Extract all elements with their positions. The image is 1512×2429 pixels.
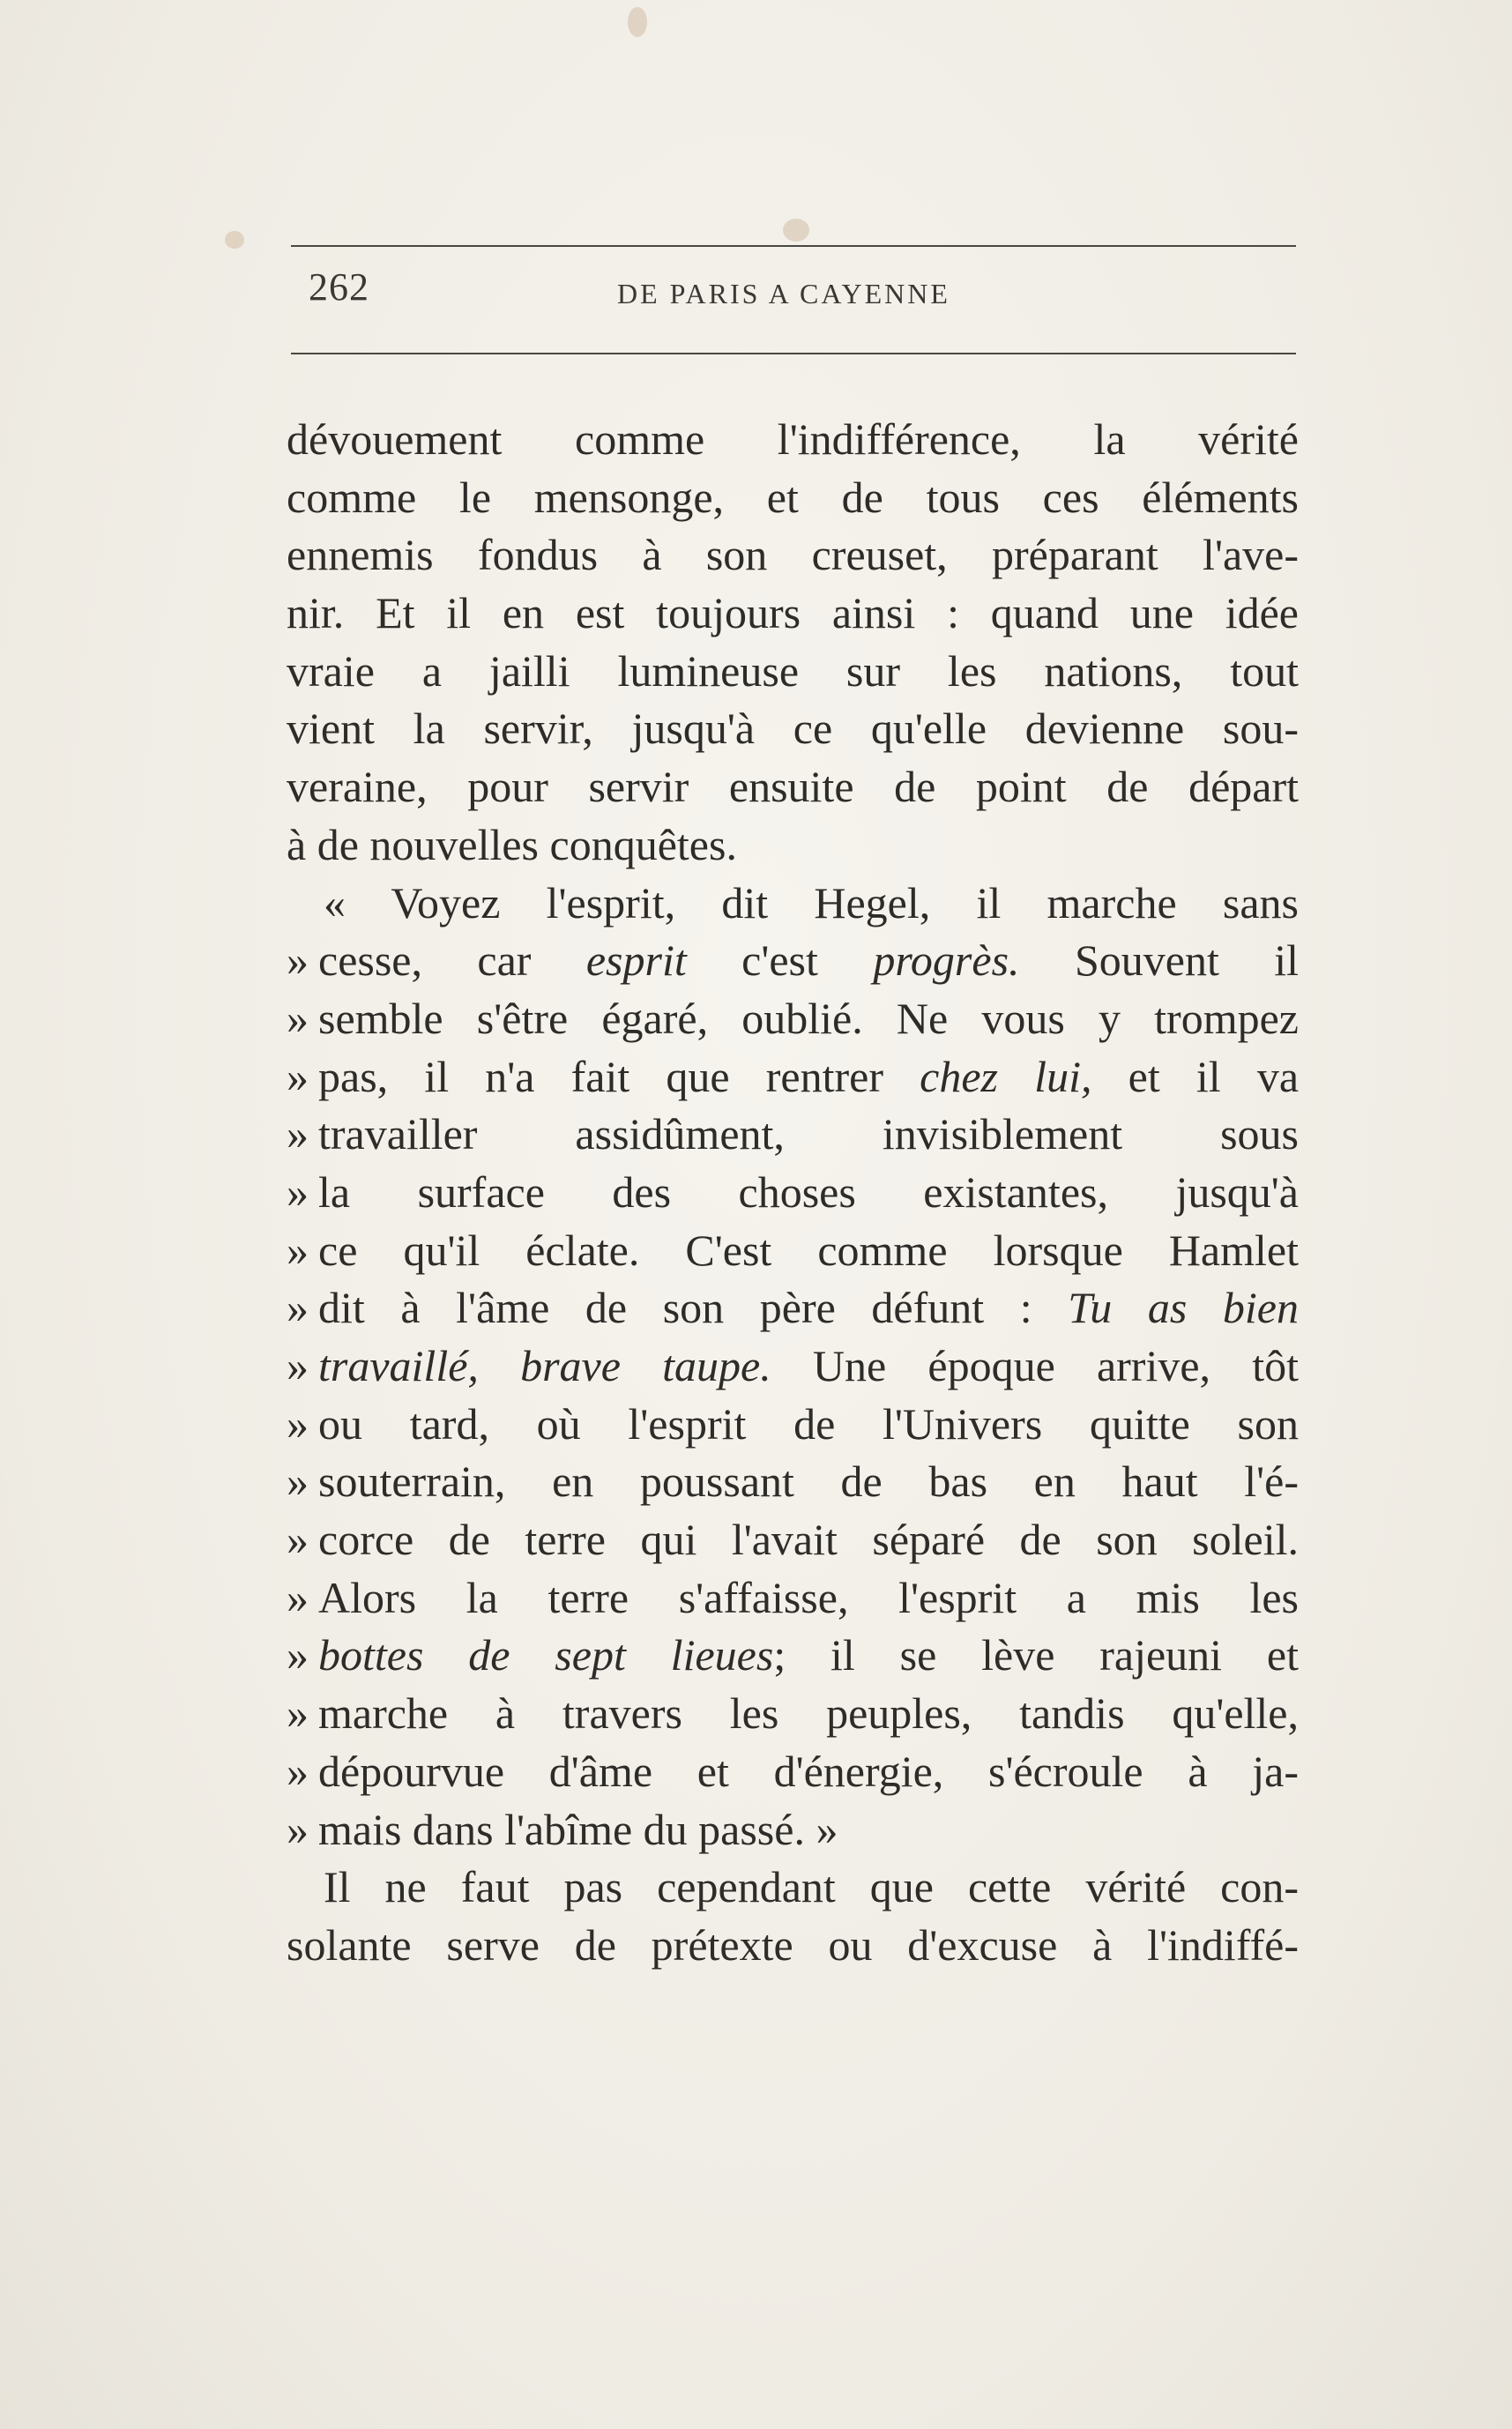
quote-mark: » bbox=[287, 1051, 309, 1101]
text-line: solante serve de prétexte ou d'excuse à l'indiffé- bbox=[287, 1919, 1299, 1970]
header-top-rule bbox=[291, 245, 1296, 247]
quote-mark: » bbox=[287, 1166, 309, 1217]
quote-line: » marche à travers les peuples, tandis qu'elle, bbox=[287, 1685, 1299, 1743]
quote-line: » bottes de sept lieues; il se lève rajeuni et bbox=[287, 1627, 1299, 1685]
quote-mark: » bbox=[287, 1398, 309, 1449]
text-line: nir. Et il en est toujours ainsi : quand une idée bbox=[287, 588, 1299, 638]
quote-line: » Alors la terre s'affaisse, l'esprit a mis les bbox=[287, 1569, 1299, 1628]
quote-mark: » bbox=[287, 1341, 309, 1390]
quote-line: » mais dans l'abîme du passé. » bbox=[287, 1801, 1299, 1859]
quote-line: » corce de terre qui l'avait séparé de son soleil. bbox=[287, 1511, 1299, 1569]
quote-mark: » bbox=[287, 1804, 309, 1854]
quote-mark: » bbox=[287, 1746, 309, 1796]
quote-mark: » bbox=[287, 1457, 309, 1507]
quote-mark: » bbox=[287, 1688, 309, 1739]
quote-line: » travailler assidûment, invisiblement sous bbox=[287, 1106, 1299, 1164]
page-number: 262 bbox=[309, 265, 369, 309]
quote-mark: » bbox=[287, 1283, 309, 1333]
quote-line: » dépourvue d'âme et d'énergie, s'écroule à ja- bbox=[287, 1743, 1299, 1801]
running-title: DE PARIS A CAYENNE bbox=[617, 278, 950, 309]
quote-line: » souterrain, en poussant de bas en haut l'é- bbox=[287, 1453, 1299, 1511]
quote-mark: » bbox=[287, 1225, 309, 1275]
quote-mark: » bbox=[287, 1630, 309, 1680]
quote-mark: » bbox=[287, 1572, 309, 1622]
text-line: à de nouvelles conquêtes. bbox=[287, 819, 737, 869]
quote-line: » la surface des choses existantes, jusqu'à bbox=[287, 1164, 1299, 1222]
quote-mark: » bbox=[287, 1515, 309, 1565]
quote-mark: » bbox=[287, 1109, 309, 1159]
quote-mark: » bbox=[287, 935, 309, 986]
text-line: dévouement comme l'indifférence, la vérité bbox=[287, 414, 1299, 464]
text-line: comme le mensonge, et de tous ces éléments bbox=[287, 472, 1299, 522]
quote-line: » semble s'être égaré, oublié. Ne vous y trompez bbox=[287, 990, 1299, 1048]
quote-line: » ce qu'il éclate. C'est comme lorsque Hamlet bbox=[287, 1222, 1299, 1280]
paper-stain bbox=[225, 231, 244, 249]
quote-line: » ou tard, où l'esprit de l'Univers quitte son bbox=[287, 1396, 1299, 1454]
quote-line: » travaillé, brave taupe. Une époque arrive, tôt bbox=[287, 1337, 1299, 1396]
header-bottom-rule bbox=[291, 353, 1296, 354]
paper-stain bbox=[628, 7, 647, 37]
quote-mark: » bbox=[287, 993, 309, 1043]
quote-line: « Voyez l'esprit, dit Hegel, il marche sans bbox=[324, 877, 1299, 928]
text-line: Il ne faut pas cependant que cette vérité con- bbox=[324, 1862, 1299, 1912]
text-line: veraine, pour servir ensuite de point de départ bbox=[287, 762, 1299, 812]
quote-line: » dit à l'âme de son père défunt : Tu as bien bbox=[287, 1279, 1299, 1337]
text-line: ennemis fondus à son creuset, préparant l'ave- bbox=[287, 530, 1299, 580]
text-line: vient la servir, jusqu'à ce qu'elle devienne sou- bbox=[287, 704, 1299, 754]
body-text bbox=[287, 411, 1299, 1975]
text-line: vraie a jailli lumineuse sur les nations, tout bbox=[287, 645, 1299, 696]
quote-line: » pas, il n'a fait que rentrer chez lui, et il va bbox=[287, 1048, 1299, 1106]
paper-stain bbox=[783, 219, 809, 242]
quote-line: » cesse, car esprit c'est progrès. Souvent il bbox=[287, 932, 1299, 990]
